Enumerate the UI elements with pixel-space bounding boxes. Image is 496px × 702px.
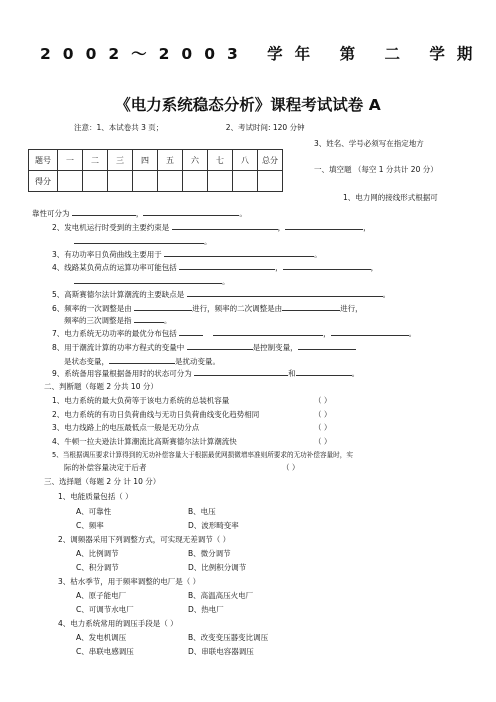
- answer-blank[interactable]: [164, 248, 314, 257]
- score-table: [28, 149, 283, 192]
- choice-option-c[interactable]: C、频率: [76, 521, 104, 530]
- fill-q7: 7、电力系统无功功率的最优分布包括 ， 。: [52, 329, 417, 338]
- fill-q6-text: 频率的三次调整是指: [64, 316, 132, 325]
- answer-blank[interactable]: [172, 221, 278, 230]
- answer-blank[interactable]: [134, 302, 192, 311]
- score-header-cell: 六: [183, 150, 208, 171]
- fill-q1: 靠性可分为 ， 。: [32, 209, 247, 218]
- choice-option-d[interactable]: D、热电厂: [188, 605, 224, 614]
- fill-q4: 4、线路某负荷点的运算功率可能包括 ， ，: [52, 263, 379, 272]
- choice-option-d[interactable]: D、比例积分调节: [188, 563, 247, 572]
- choice-question-4: 4、电力系统常用的调压手段是（ ）: [58, 619, 178, 628]
- choice-option-a[interactable]: A、比例调节: [76, 549, 119, 558]
- choice-option-a[interactable]: A、发电机调压: [76, 633, 127, 642]
- fill-q3: 3、有功功率日负荷曲线主要用于 。: [52, 250, 322, 259]
- fill-q9: 9、系统备用容量根据备用时的状态可分为 和 。: [52, 369, 360, 378]
- judge-item-4: 4、牛顿一拉夫逊法计算潮流比高斯赛德尔法计算潮流快: [52, 437, 237, 446]
- fill-q9-text: 9、系统备用容量根据备用时的状态可分为: [52, 369, 192, 378]
- score-header-cell: 八: [233, 150, 258, 171]
- judge-heading: 二、判断题（每题 2 分共 10 分）: [44, 382, 158, 391]
- choice-option-c[interactable]: C、积分调节: [76, 563, 119, 572]
- fill-q2-text: 2、发电机运行时受到的主要约束是: [52, 223, 170, 232]
- score-cell[interactable]: [258, 171, 283, 192]
- choice-option-b[interactable]: B、高温高压火电厂: [188, 591, 254, 600]
- judge-item-2: 2、电力系统的有功日负荷曲线与无功日负荷曲线变化趋势相同: [52, 410, 260, 419]
- score-cell[interactable]: [83, 171, 108, 192]
- score-header-cell: 三: [108, 150, 133, 171]
- fill-q8-text: 8、用于潮流计算的功率方程式的变量中: [52, 343, 185, 352]
- score-cell[interactable]: [133, 171, 158, 192]
- choice-question-3: 3、枯水季节，用于频率调整的电厂是（ ）: [58, 577, 201, 586]
- fill-q8-text: 是状态变量，: [64, 357, 109, 366]
- notice-time: 2、考试时间: 120 分钟: [225, 123, 305, 132]
- answer-blank[interactable]: [331, 327, 409, 336]
- fill-q8: [52, 341, 356, 354]
- fill-q9-text: 和: [288, 369, 296, 378]
- answer-blank[interactable]: [213, 327, 323, 336]
- notice-pages: 注意：1、本试卷共 3 页；: [74, 123, 164, 132]
- answer-blank[interactable]: [74, 275, 222, 284]
- choice-option-d[interactable]: D、串联电容器调压: [188, 647, 254, 656]
- fill-q4-cont: 。: [74, 275, 230, 288]
- fill-q1-text: 靠性可分为: [32, 209, 70, 218]
- fill-q5-text: 5、高斯赛德尔法计算潮流的主要缺点是: [52, 290, 185, 299]
- choice-option-b[interactable]: B、改变变压器变比调压: [188, 633, 269, 642]
- score-cell[interactable]: [233, 171, 258, 192]
- answer-blank[interactable]: [179, 261, 275, 270]
- choice-option-a[interactable]: A、可靠性: [76, 507, 112, 516]
- answer-blank[interactable]: [179, 327, 203, 336]
- fill-q2: 2、发电机运行时受到的主要约束是 ， ，: [52, 223, 371, 232]
- answer-blank[interactable]: [298, 341, 356, 350]
- judge-item-3: 3、电力线路上的电压最低点一般是无功分点: [52, 423, 200, 432]
- score-header-cell: 四: [133, 150, 158, 171]
- score-header-cell: 题号: [29, 150, 58, 171]
- answer-blank[interactable]: [194, 367, 288, 376]
- score-header-cell: 七: [208, 150, 233, 171]
- score-header-cell: 二: [83, 150, 108, 171]
- fill-in-heading: 一、填空题 （每空 1 分共计 20 分）: [314, 165, 438, 174]
- fill-q6-text: 进行，: [340, 304, 363, 313]
- fill-q6-text: 进行，频率的二次调整是由: [192, 304, 283, 313]
- answer-blank[interactable]: [72, 207, 136, 216]
- answer-blank[interactable]: [74, 235, 204, 244]
- fill-q6-text: 6、频率的一次调整是由: [52, 304, 132, 313]
- exam-notice: [74, 122, 305, 133]
- judge-answer-4[interactable]: （ ）: [314, 437, 332, 446]
- fill-q2-cont: 。: [74, 235, 212, 248]
- choice-option-c[interactable]: C、可调节水电厂: [76, 605, 134, 614]
- score-table-score-row: [29, 171, 283, 192]
- choice-heading: 三、选择题（每题 2 分 计 10 分）: [44, 477, 161, 486]
- fill-q4-text: 4、线路某负荷点的运算功率可能包括: [52, 263, 177, 272]
- exam-title: 《电力系统稳态分析》课程考试试卷 A: [115, 96, 381, 114]
- score-header-cell: 总分: [258, 150, 283, 171]
- answer-blank[interactable]: [187, 288, 383, 297]
- fill-q5: 5、高斯赛德尔法计算潮流的主要缺点是 。: [52, 290, 391, 299]
- choice-option-b[interactable]: B、微分调节: [188, 549, 231, 558]
- answer-blank[interactable]: [296, 367, 352, 376]
- score-cell[interactable]: [208, 171, 233, 192]
- judge-answer-3[interactable]: （ ）: [314, 423, 332, 432]
- choice-option-a[interactable]: A、原子能电厂: [76, 591, 127, 600]
- score-cell[interactable]: [183, 171, 208, 192]
- score-header-cell: 一: [58, 150, 83, 171]
- score-header-cell: 五: [158, 150, 183, 171]
- choice-question-1: 1、电能质量包括（ ）: [58, 492, 133, 501]
- answer-blank[interactable]: [282, 302, 340, 311]
- score-table-header-row: [29, 150, 283, 171]
- judge-answer-2[interactable]: （ ）: [314, 410, 332, 419]
- judge-answer-1[interactable]: （ ）: [314, 396, 332, 405]
- choice-question-2: 2、调频器采用下列调整方式，可实现无差调节（ ）: [58, 535, 231, 544]
- judge-item-text: 1、电力系统的最大负荷等于该电力系统的总装机容量: [52, 396, 230, 405]
- fill-q8-text: 是控制变量，: [252, 343, 298, 352]
- judge-answer-5[interactable]: （ ）: [282, 463, 300, 472]
- choice-option-b[interactable]: B、电压: [188, 507, 216, 516]
- notice-name-id: 3、姓名、学号必须写在指定地方: [314, 139, 424, 148]
- answer-blank[interactable]: [285, 221, 363, 230]
- judge-item-5: 5、当根据调压要求计算得到的无功补偿容量大于根据最优网损微增率准则所要求的无功补偿容量时，实: [52, 451, 353, 459]
- fill-q3-text: 3、有功功率日负荷曲线主要用于: [52, 250, 162, 259]
- fill-q6-cont: 频率的三次调整是指 。: [64, 316, 172, 325]
- judge-item-1: [52, 395, 229, 407]
- term-header: 2002～2003 学年 第 二 学期: [40, 45, 485, 63]
- answer-blank[interactable]: [143, 207, 239, 216]
- answer-blank[interactable]: [187, 341, 253, 350]
- score-cell[interactable]: [158, 171, 183, 192]
- score-cell[interactable]: [108, 171, 133, 192]
- choice-option-c[interactable]: C、串联电感调压: [76, 647, 134, 656]
- answer-blank[interactable]: [109, 355, 175, 364]
- answer-blank[interactable]: [134, 314, 164, 323]
- choice-option-d[interactable]: D、波形畸变率: [188, 521, 239, 530]
- answer-blank[interactable]: [283, 261, 371, 270]
- score-cell[interactable]: [58, 171, 83, 192]
- fill-q7-text: 7、电力系统无功功率的最优分布包括: [52, 329, 177, 338]
- judge-item-5-cont: 际的补偿容量决定于后者: [64, 463, 147, 472]
- fill-q1-part1: 1、电力网的接线形式根据可: [343, 193, 438, 202]
- score-row-label: 得分: [29, 171, 58, 192]
- fill-q8-text: 是扰动变量。: [175, 357, 220, 366]
